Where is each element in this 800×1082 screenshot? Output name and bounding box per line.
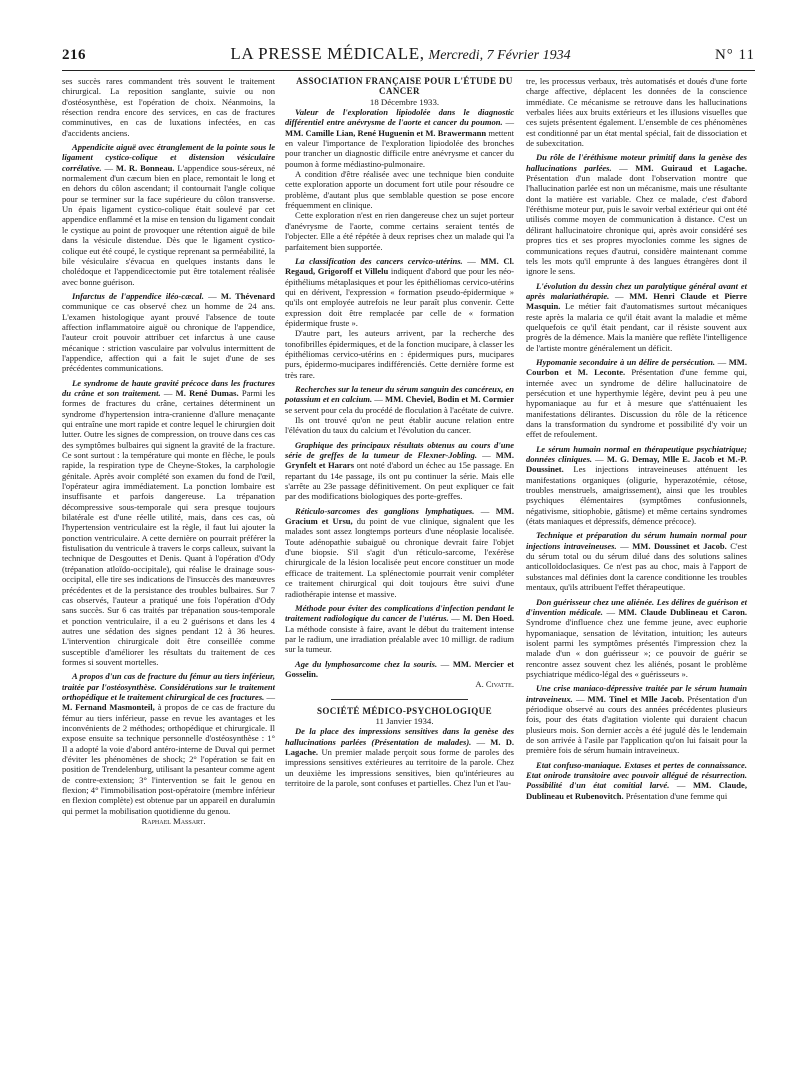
header-title-group: [230, 44, 570, 64]
article-erethisme: Du rôle de l'éréthisme moteur primitif dans la genèse des hallucinations parlées. — MM. Guiraud et Lagache. Présentation d'un malade dont l'observation montre que l'hallucination parlée est non un mécanisme, mais une résultante dont la matière est variable. Chez ce malade, c'est d'abord l'éréthisme moteur pur, puis le savoir verbal extérieur qui ont été utilisés comme moyen de communication à distance. C'est un délirant hallucinatoire chronique qui, après avoir considéré ses propres tics et ses propres myoclonies comme les signes de communications reçues d'autrui, considère maintenant comme tels les mots qu'il emprunte à des langues étrangères dont il ignore le sens.: [526, 152, 748, 277]
article-text: se servent pour cela du procédé de floculation à l'acétate de cuivre.: [285, 404, 514, 415]
article-text: du point de vue clinique, signalent que les malades sont assez longtemps porteurs d'une néoplasie localisée. Toute adénopathie subaiguë ou chronique devrait faire l'objet d'une biopsie. S'il s'agit d'un réticulo-sarcome, l'exérèse chirurgicale de la lésion localisée peut encore constituer un mode efficace de traitement. La splénectomie pourrait venir compléter ce traitement chirurgical qui doit toujours être suivi d'une radiothérapie intense et massive.: [285, 516, 514, 599]
header-rule: [62, 70, 755, 71]
article-title: Valeur de l'exploration lipiodolée dans le diagnostic différentiel entre anévrysme de l'aorte et cancer du poumon.: [285, 107, 514, 128]
article-authors: MM. Courbon et M. Leconte.: [526, 356, 747, 378]
article-title: Réticulo-sarcomes des ganglions lymphatiques.: [295, 505, 475, 516]
article-text: communique ce cas observé chez un homme de 24 ans. L'examen histologique ayant prouvé l'absence de toute affection inflammatoire aiguë ou chronique de l'appendice, l'auteur croit pouvoir attribuer cet infarctus à une cause mécanique : striction vasculaire par volvulus intermittent de l'appendice, affection qui a fait le sujet d'une de ses précédentes communications.: [62, 301, 275, 374]
column-2: [285, 76, 514, 788]
article-authors: M. René Dumas.: [175, 387, 239, 398]
section-date: 11 Janvier 1934.: [375, 715, 434, 726]
article-authors: MM. Claude Dublineau et Caron.: [618, 606, 747, 617]
article-title: Recherches sur la teneur du sérum sanguin des cancéreux, en potassium et en calcium.: [285, 383, 514, 405]
page-header: [62, 44, 755, 66]
article-lipiodol: Valeur de l'exploration lipiodolée dans le diagnostic différentiel entre anévrysme de l'aorte et cancer du poumon. — MM. Camille Lian, René Huguenin et M. Brawermann mettent en valeur l'importance de l'exploration lipiodolée des bronches pour trancher un diagnostic difficile entre anévrysme et cancer du poumon à forme médiastino-pulmonaire.: [285, 107, 514, 169]
article-text: Présentation d'un périodique observé au cours des années précédentes plusieurs fois, pour des états d'agitation violente qui duraient chacun plusieurs mois. Son dernier accès a été jugulé dès le lendemain de son arrivée à l'asile par l'application qu'on lui faisait pour la première fois de sérum humain intraveineux.: [526, 693, 748, 756]
article-impressions-sensitives: De la place des impressions sensitives dans la genèse des hallucinations parlées (Présentation de malades). — M. D. Lagache. Un premier malade perçoit sous forme de paroles des impressions sensitives extérieures au territoire de la parole. Chez un deuxième les impressions sensitives, bien qu'intérieures au territoire de la parole, sont confuses et partielles. Chez l'un et l'au-: [285, 726, 514, 788]
continued-text: tre, les processus verbaux, très automatisés et doués d'une forte charge affective, déplacent les données de la conscience immédiate. Ce mécanisme se retrouve dans les hallucinations verbales liées aux bruits extérieurs et les illusions visuelles que ces sujets présentent également. L'ensemble de ces phénomènes est conditionné par un état mental spécial, fait de dissociation et de subexcitation.: [526, 76, 747, 149]
signature: Raphael Massart.: [141, 816, 206, 827]
article-authors: M. G. Demay, Mlle E. Jacob et M.-P. Doussinet.: [526, 454, 747, 475]
article-authors: MM. Claude, Dublineau et Rubenovitch.: [526, 780, 747, 801]
article-title: L'évolution du dessin chez un paralytique général avant et après malariathérapie.: [526, 280, 747, 301]
article-title: Etat confuso-maniaque. Extases et pertes de connaissance. Etat onirode transitoire avec pouvoir allégué de résurrection. Possibilité d'un état comitial larvé.: [526, 759, 747, 791]
article-infarctus: Infarctus de l'appendice iléo-cæcal. — M. Thévenard communique ce cas observé chez un homme de 24 ans. L'examen histologique ayant prouvé l'absence de toute affection inflammatoire aiguë ou chronique de l'appendice, l'auteur croit pouvoir attribuer cet infarctus à une cause mécanique : striction vasculaire par volvulus intermittent de l'appendice, affection qui a fait le sujet d'une de ses précédentes communications.: [62, 290, 275, 374]
article-authors: MM. Mercier et Gosselin.: [285, 658, 514, 679]
article-authors: MM. Henri Claude et Pierre Masquin.: [526, 290, 747, 312]
article-text: Les injections intraveineuses atténuent les manifestations organiques (oligurie, hyperazotémie, cétose, troubles menstruels, amaigrissement), ainsi que les troubles psychiques élémentaires (symptômes confusionnels, négativisme, sitiophobie, gâtisme) et même certains syndromes (états maniaques et dépressifs, démence précoce).: [526, 464, 747, 527]
article-title: Du rôle de l'éréthisme moteur primitif dans la genèse des hallucinations parlées.: [526, 152, 747, 173]
issue-date: Mercredi, 7 Février 1934: [428, 48, 571, 63]
article-text: Le métier fait d'automatismes surtout mécaniques reste après la malaria ce qu'il était avant la maladie et même quelquefois ce qu'il était pendant, car il résiste souvent aux progrès de la démence. Mais la manière que reflète l'intelligence de l'artiste montre généralement un déficit.: [526, 301, 747, 353]
section-divider: [331, 699, 468, 700]
article-text: ont noté d'abord un échec au 15e passage. En repartant du 14e passage, ils ont pu continuer la série. Mais elle s'arrête au 23e passage définitivement. On peut expliquer ce fait par des modifications biologiques des porte-greffes.: [285, 460, 514, 502]
article-title: Age du lymphosarcome chez la souris.: [295, 658, 438, 669]
article-reticulo-sarcomes: Réticulo-sarcomes des ganglions lymphatiques. — MM. Gracium et Ursu, du point de vue clinique, signalent que les malades sont assez longtemps porteurs d'une néoplasie localisée. Toute adénopathie subaiguë ou chronique devrait faire l'objet d'une biopsie. S'il s'agit d'un réticulo-sarcome, l'exérèse chirurgicale de la lésion localisée peut encore constituer un mode efficace de traitement. La splénectomie pourrait venir compléter ce traitement chirurgical qui doit toujours être suivi d'une radiothérapie intense et massive.: [285, 505, 514, 599]
article-text: L'appendice sous-séreux, né normalement d'un cæcum bien en place, remontait le long et en dehors du côlon ascendant; il contournait l'angle colique pour se terminer sur la face supérieure du côlon transverse. Un épais ligament cystico-colique était soulevé par cet appendice enflammé et la mise en tension du ligament condait le cystique au point de provoquer une rétention aiguë de bile dans la vésicule distendue. Dès que le ligament cystico-colique eut été coupé, le cystique reprenant sa perméabilité, la bile vésiculaire s'évacua en quelques instants dans le cholédoque et l'appendicectomie put être totalement réalisée avec bonne guérison.: [62, 162, 275, 287]
article-authors: MM. Gracium et Ursu,: [285, 505, 514, 527]
article-authors: MM. Camille Lian, René Huguenin et M. Brawermann: [285, 127, 487, 138]
article-appendicite: Appendicite aiguë avec étranglement de la pointe sous le ligament cystico-colique et distension vésiculaire corrélative. — M. R. Bonneau. L'appendice sous-séreux, né normalement d'un cæcum bien en place, remontait le long et en dehors du côlon ascendant; il contournait l'angle colique pour se terminer sur la face supérieure du côlon transverse. Un épais ligament cystico-colique était soulevé par cet appendice enflammé et la mise en tension du ligament condait le cystique au point de provoquer une rétention aiguë de bile dans la vésicule distendue. Dès que le ligament cystico-colique eut été coupé, le cystique reprenant sa perméabilité, la bile vésiculaire s'évacua en quelques instants dans le cholédoque et l'appendicectomie put être totalement réalisée avec bonne guérison.: [62, 142, 275, 287]
article-title: Le sérum humain normal en thérapeutique psychiatrique; données cliniques.: [526, 443, 747, 465]
article-text: Ils ont trouvé qu'on ne peut établir aucune relation entre l'élévation du taux du calcium et l'évolution du cancer.: [285, 415, 514, 436]
article-authors: M. D. Lagache.: [285, 736, 514, 757]
article-text: mettent en valeur l'importance de l'exploration lipiodolée des bronches pour trancher un diagnostic difficile entre anévrysme et cancer du poumon à forme médiastino-pulmonaire.: [285, 127, 514, 169]
article-text: C'est du sérum total ou du sérum dilué dans des solutions salines anticolloïdoclasiques. Ce n'est pas au choc, mais à l'apport de substances mal définies dont la carence conditionne les troubles mentaux, qu'ils attribuent l'effet thérapeutique.: [526, 540, 748, 593]
article-authors: M. R. Bonneau.: [115, 162, 175, 173]
signature: A. Civatte.: [475, 679, 514, 690]
article-lymphosarcome: Age du lymphosarcome chez la souris. — MM. Mercier et Gosselin.: [285, 658, 514, 679]
article-authors: MM. Guiraud et Lagache.: [635, 162, 748, 173]
article-confuso-maniaque: Etat confuso-maniaque. Extases et pertes de connaissance. Etat onirode transitoire avec pouvoir allégué de résurrection. Possibilité d'un état comitial larvé. — MM. Claude, Dublineau et Rubenovitch. Présentation d'une femme qui: [526, 759, 747, 801]
article-authors: MM. Cheviel, Bodin et M. Cormier: [385, 394, 514, 405]
article-authors: MM. Doussinet et Jacob.: [632, 540, 727, 551]
article-fracture-femur: A propos d'un cas de fracture du fémur au tiers inférieur, traitée par l'ostéosynthèse. Considérations sur le traitement orthopédique et le traitement chirurgical de ces fractures. — M. Fernand Masmonteil, à propos de ce cas de fracture du fémur au tiers inférieur, passe en revue les avantages et les inconvénients de 2 méthodes; orthopédique et chirurgicale. Il expose ensuite sa technique personnelle d'ostéosynthèse : 1° Il a adopté la voie d'abord antéro-interne de Duval qui permet d'éviter les phénomènes de shock; 2° l'opération se fait en position de Trendelenburg, utilisant la pesanteur comme agent de contre-extension; 3° l'intervention se fait le genou en flexion; 4° l'immobilisation post-opératoire (membre inférieur en flexion complète) est obtenue par un appareil en duralumin qui permet la mobilisation quotidienne du genou.: [62, 671, 276, 816]
section-date: 18 Décembre 1933.: [369, 96, 440, 107]
issue-number: N° 11: [714, 47, 755, 63]
article-authors: M. Thévenard: [220, 290, 275, 301]
article-serum-potassium: Recherches sur la teneur du sérum sanguin des cancéreux, en potassium et en calcium. — MM. Cheviel, Bodin et M. Cormier se servent pour cela du procédé de floculation à l'acétate de cuivre.: [285, 383, 514, 415]
article-authors: MM. Tinel et Mlle Jacob.: [587, 693, 685, 704]
article-title: De la place des impressions sensitives dans la genèse des hallucinations parlées (Présentation de malades).: [285, 726, 514, 747]
article-text: Syndrome d'influence chez une femme jeune, avec euphorie hypomaniaque, sensation de lévitation, intuition; les auteurs isolent parmi les symptômes présentés l'impression chez la malade d'un « don guérisseur »; ce pouvoir de guérir se rencontre assez souvent chez les aliénés, posant le problème psychiatrique médico-légal des « guérisseurs ».: [526, 617, 747, 679]
article-title: Le syndrome de haute gravité précoce dans les fractures du crâne et son traitement.: [62, 377, 275, 398]
column-1: [62, 76, 275, 826]
article-text: D'autre part, les auteurs arrivent, par la recherche des tonofibrilles épidermiques, et de la fonction mucipare, à classer les épithéliomas cervico-utérins en : épidermiques purs, mucipares purs, épidermo-mucipares indifférenciés. Cette dernière forme est très rare.: [285, 328, 514, 380]
article-title: Graphique des principaux résultats obtenus au cours d'une série de greffes de la tumeur de Flexner-Jobling.: [285, 439, 514, 461]
article-title: Infarctus de l'appendice iléo-cæcal.: [72, 290, 204, 301]
article-title: Appendicite aiguë avec étranglement de la pointe sous le ligament cystico-colique et distension vésiculaire corrélative.: [62, 142, 275, 173]
column-3: [526, 76, 747, 801]
journal-title: LA PRESSE MÉDICALE,: [230, 44, 425, 63]
article-authors: M. Fernand Masmonteil,: [62, 702, 155, 713]
article-title: Technique et préparation du sérum humain normal pour injections intraveineuses.: [526, 530, 747, 551]
article-text: Cette exploration n'est en rien dangereuse chez un sujet porteur d'anévrysme de l'aorte, comme certains seraient tentés de l'objecter. Elle a été répétée à deux reprises chez un malade qui l'a parfaitement bien supportée.: [285, 210, 514, 252]
article-dessin: L'évolution du dessin chez un paralytique général avant et après malariathérapie. — MM. Henri Claude et Pierre Masquin. Le métier fait d'automatismes surtout mécaniques reste après la malaria ce qu'il était avant la maladie et même quelquefois ce qu'il était pendant, car il résiste souvent aux progrès de la démence. Mais la manière que reflète l'intelligence de l'artiste montre généralement un déficit.: [526, 280, 747, 353]
article-text: Un premier malade perçoit sous forme de paroles des impressions sensitives extérieures au territoire de la parole. Chez un deuxième les impressions sensitives, bien qu'intérieures au territoire de la parole, sont confuses et partielles. Chez l'un et l'au-: [285, 746, 514, 788]
article-text: Présentation d'une femme qui: [625, 790, 728, 801]
article-cancers-cervico: La classification des cancers cervico-utérins. — MM. Cl. Regaud, Grigoroff et Villelu indiquent d'abord que pour les néo-épithéliums métaplasiques et pour les épithéliomas cervico-utérins qui en dérivent, l'expression « formation pseudo-épidermique » qu'ils ont employée autrefois ne leur paraît plus convenir. Cette expression doit être remplacée par celle de « formation épidermique fruste ».: [285, 255, 515, 328]
article-methode-infection: Méthode pour éviter des complications d'infection pendant le traitement radiologique du cancer de l'utérus. — M. Den Hoed. La méthode consiste à faire, avant le début du traitement intense par le radium, une irradiation préalable avec 10 milligr. de radium sur la tumeur.: [285, 602, 514, 655]
article-text: indiquent d'abord que pour les néo-épithéliums métaplasiques et pour les épithéliomas cervico-utérins qui en dérivent, l'expression « formation pseudo-épidermique » qu'ils ont employée autrefois ne leur paraît plus convenir. Cette expression doit être remplacée par celle de « formation épidermique fruste ».: [285, 266, 515, 328]
article-authors: MM. Grynfelt et Harars: [285, 450, 514, 471]
article-title: A propos d'un cas de fracture du fémur au tiers inférieur, traitée par l'ostéosynthèse. Considérations sur le traitement orthopédique et le traitement chirurgical de ces fractures.: [62, 671, 275, 702]
article-greffes: Graphique des principaux résultats obtenus au cours d'une série de greffes de la tumeur de Flexner-Jobling. — MM. Grynfelt et Harars ont noté d'abord un échec au 15e passage. En repartant du 14e passage, ils ont pu continuer la série. Mais elle s'arrête au 23e passage définitivement. On peut expliquer ce fait par des modifications biologiques des porte-greffes.: [285, 439, 514, 502]
section-title: SOCIÉTÉ MÉDICO-PSYCHOLOGIQUE: [317, 705, 492, 716]
article-syndrome-crane: Le syndrome de haute gravité précoce dans les fractures du crâne et son traitement. — M. René Dumas. Parmi les formes de fractures du crâne, certaines déterminent un syndrome d'hypertension intra-cranienne d'allure menaçante qui entraîne une mort rapide et contre lequel le chirurgien doit lutter. Outre les signes de compression, on trouve dans ces cas des symptômes bulbaires qui signent la gravité de la fracture. Ce sont surtout : la température qui monte en flèche, le pouls rapide, la respiration type de Cheyne-Stokes, la carphologie génitale. Après avoir complété son examen du fond de l'œil, l'opérateur agira immédiatement. La ponction lombaire est insuffisante et parfois dangereuse. La trépanation décompressive sous-temporale qui sera presque toujours bilatérale est d'une réelle utilité, mais, dans ces cas, où l'hypertension ventriculaire est la règle, il faut lui ajouter la ponction ventriculaire. A cette dernière on pourrait préférer la fistulisation du ventricule à travers le corps calleux, suivant la technique de Desgouttes et Denis. Quant à l'opération d'Ody (trépanation atloïdo-occipitale), qui réalise le drainage sous-occipital, elle tire ses indications de l'insuccès des manœuvres précédentes et de la persistance des troubles bulbaires. Sur 7 cas observés, l'auteur a pratiqué une fois l'opération d'Ody sans succès. Sur 6 cas traités par trépanation sous-temporale et ponction ventriculaire, il a eu 2 guérisons et dans les 4 autres une sédation des signes pendant 12 à 36 heures. L'intervention chirurgicale doit être conseillée comme susceptible d'améliorer les résultats du traitement de ces formes si souvent mortelles.: [62, 377, 275, 667]
article-serum-technique: Technique et préparation du sérum humain normal pour injections intraveineuses. — MM. Doussinet et Jacob. C'est du sérum total ou du sérum dilué dans des solutions salines anticolloïdoclasiques. Ce n'est pas au choc, mais à l'apport de substances mal définies dont la carence conditionne les troubles mentaux, qu'ils attribuent l'effet thérapeutique.: [526, 530, 748, 593]
article-text: Présentation d'un malade dont l'observation montre que l'hallucination parlée est non un mécanisme, mais une résultante dont la matière est variable. Chez ce malade, c'est d'abord l'éréthisme moteur pur, puis le savoir verbal extérieur qui ont été utilisés comme moyen de communication à distance. C'est un délirant hallucinatoire chronique qui, après avoir considéré ses propres tics et ses propres myoclonies comme les signes de communications reçues d'autrui, considère maintenant comme tels les mots qu'il emprunte à des langues étrangères dont il ignore le sens.: [526, 173, 747, 277]
article-text: Présentation d'une femme qui, internée avec un syndrome de délire hallucinatoire de persécution et une hyperthymie légère, devint peu à peu une hypomaniaque au fur et à mesure que s'atténuaient les manifestations délirantes. Discussion du rôle de la réticence dans la transformation du syndrome et possibilité d'y voir un effet de refoulement.: [526, 367, 747, 440]
continued-text: ses succès rares commandent très souvent le traitement chirurgical. La reposition sanglante, suivie ou non d'ostéosynthèse, est l'opération de choix. Néanmoins, la résection rendra encore des services, en cas de fractures comminutives, en cas de luxations infectées, en cas d'accidents anciens.: [62, 76, 275, 138]
article-hypomanie: Hypomanie secondaire à un délire de persécution. — MM. Courbon et M. Leconte. Présentation d'une femme qui, internée avec un syndrome de délire hallucinatoire de persécution et une hyperthymie légère, devint peu à peu une hypomaniaque au fur et à mesure que s'atténuaient les manifestations délirantes. Discussion du rôle de la réticence dans la transformation du syndrome et possibilité d'y voir un effet de refoulement.: [526, 356, 747, 440]
article-title: Hypomanie secondaire à un délire de persécution.: [536, 356, 716, 367]
page-number: 216: [62, 47, 86, 63]
article-authors: M. Den Hoed.: [462, 613, 514, 624]
article-maniaco-depressive: Une crise maniaco-dépressive traitée par le sérum humain intraveineux. — MM. Tinel et Mlle Jacob. Présentation d'un périodique observé au cours des années précédentes plusieurs fois, pour des états d'agitation violente qui duraient chacun plusieurs mois. Son dernier accès a été jugulé dès le lendemain de son arrivée à l'asile par l'application qu'on lui faisait pour la première fois de sérum humain intraveineux.: [526, 683, 748, 756]
article-don-guerisseur: Don guérisseur chez une aliénée. Les délires de guérison et d'invention médicale. — MM. Claude Dublineau et Caron. Syndrome d'influence chez une femme jeune, avec euphorie hypomaniaque, sensation de lévitation, intuition; les auteurs isolent parmi les symptômes présentés l'impression chez la malade d'un « don guérisseur »; ce pouvoir de guérir se rencontre assez souvent chez les aliénés, posant le problème psychiatrique médico-légal des « guérisseurs ».: [526, 596, 747, 679]
article-title: Don guérisseur chez une aliénée. Les délires de guérison et d'invention médicale.: [526, 596, 747, 617]
article-text: La méthode consiste à faire, avant le début du traitement intense par le radium, une irradiation préalable avec 10 milligr. de radium sur la tumeur.: [285, 623, 514, 655]
article-title: La classification des cancers cervico-utérins.: [295, 255, 463, 266]
section-title: ASSOCIATION FRANÇAISE POUR L'ÉTUDE DU CANCER: [296, 76, 513, 97]
article-text: A condition d'être réalisée avec une technique bien conduite cette exploration apporte un document fort utile pour résoudre ce problème, d'autant plus que semblable question se pose encore fréquemment en clinique.: [285, 169, 514, 211]
article-title: Une crise maniaco-dépressive traitée par le sérum humain intraveineux.: [526, 683, 747, 704]
article-serum-clinique: Le sérum humain normal en thérapeutique psychiatrique; données cliniques. — M. G. Demay, Mlle E. Jacob et M.-P. Doussinet. Les injections intraveineuses atténuent les manifestations organiques (oligurie, hyperazotémie, cétose, troubles menstruels, amaigrissement), ainsi que les troubles psychiques élémentaires (symptômes confusionnels, négativisme, sitiophobie, gâtisme) et même certains syndromes (états maniaques et dépressifs, démence précoce).: [526, 443, 747, 527]
article-title: Méthode pour éviter des complications d'infection pendant le traitement radiologique du cancer de l'utérus.: [285, 602, 514, 624]
article-text: à propos de ce cas de fracture du fémur au tiers inférieur, passe en revue les avantages et les inconvénients de 2 méthodes; orthopédique et chirurgicale. Il expose ensuite sa technique personnelle d'ostéosynthèse : 1° Il a adopté la voie d'abord antéro-interne de Duval qui permet d'éviter les phénomènes de shock; 2° l'opération se fait en position de Trendelenburg, utilisant la pesanteur comme agent de contre-extension; 3° l'intervention se fait le genou en flexion; 4° l'immobilisation post-opératoire (membre inférieur en flexion complète) est obtenue par un appareil en duralumin qui permet la mobilisation quotidienne du genou.: [62, 702, 275, 816]
article-authors: MM. Cl. Regaud, Grigoroff et Villelu: [285, 255, 515, 277]
article-text: Parmi les formes de fractures du crâne, certaines déterminent un syndrome d'hypertension intra-cranienne d'allure menaçante qui entraîne une mort rapide et contre lequel le chirurgien doit lutter. Outre les signes de compression, on trouve dans ces cas des symptômes bulbaires qui signent la gravité de la fracture. Ce sont surtout : la température qui monte en flèche, le pouls rapide, la respiration type de Cheyne-Stokes, la carphologie génitale. Après avoir complété son examen du fond de l'œil, l'opérateur agira immédiatement. La ponction lombaire est insuffisante et parfois dangereuse. La trépanation décompressive sous-temporale qui sera presque toujours bilatérale est d'une réelle utilité, mais, dans ces cas, où l'hypertension ventriculaire est la règle, il faut lui ajouter la ponction ventriculaire. A cette dernière on pourrait préférer la fistulisation du ventricule à travers le corps calleux, suivant la technique de Desgouttes et Denis. Quant à l'opération d'Ody (trépanation atloïdo-occipitale), qui réalise le drainage sous-occipital, elle tire ses indications de l'insuccès des manœuvres précédentes et de la persistance des troubles bulbaires. Sur 7 cas observés, l'auteur a pratiqué une fois l'opération d'Ody sans succès. Sur 6 cas traités par trépanation sous-temporale et ponction ventriculaire, il a eu 2 guérisons et dans les 4 autres une sédation des signes pendant 12 à 36 heures. L'intervention chirurgicale doit être conseillée comme susceptible d'améliorer les résultats du traitement de ces formes si souvent mortelles.: [62, 387, 275, 667]
